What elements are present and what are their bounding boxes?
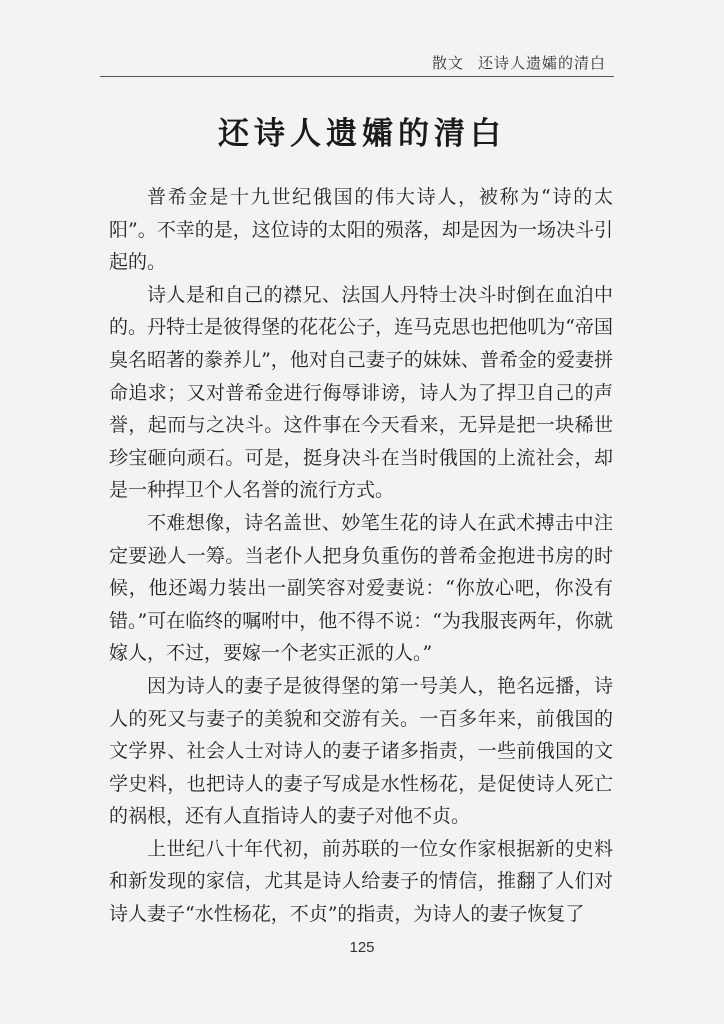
- running-header: [432, 52, 606, 73]
- article-title: 还诗人遗孀的清白: [218, 116, 506, 152]
- page-number: 125: [349, 939, 375, 956]
- paragraph-1: 普希金是十九世纪俄国的伟大诗人，被称为“诗的太阳”。不幸的是，这位诗的太阳的殒落，却是因为一场决斗引起的。: [109, 186, 613, 274]
- paragraph-3: 不难想像，诗名盖世、妙笔生花的诗人在武术搏击中注定要逊人一筹。当老仆人把身负重伤的普希金抱进书房的时候，他还竭力装出一副笑容对爱妻说：“你放心吧，你没有错。”可在临终的嘱咐中，他不得不说：“为我服丧两年，你就嫁人，不过，要嫁一个老实正派的人。”: [109, 511, 613, 665]
- paragraph-2: 诗人是和自己的襟兄、法国人丹特士决斗时倒在血泊中的。丹特士是彼得堡的花花公子，连马克思也把他叽为“帝国臭名昭著的豢养儿”，他对自己妻子的妹妹、普希金的爱妻拼命追求；又对普希金进行侮辱诽谤，诗人为了捍卫自己的声誉，起而与之决斗。这件事在今天看来，无异是把一块稀世珍宝砸向顽石。可是，挺身决斗在当时俄国的上流社会，却是一种捍卫个人名誉的流行方式。: [109, 283, 613, 502]
- article-body: [109, 181, 613, 931]
- paragraph-5: 上世纪八十年代初，前苏联的一位女作家根据新的史料和新发现的家信，尤其是诗人给妻子的情信，推翻了人们对诗人妻子“水性杨花，不贞”的指责，为诗人的妻子恢复了: [109, 837, 613, 926]
- header-rule: [100, 76, 614, 77]
- paragraph-4: 因为诗人的妻子是彼得堡的第一号美人，艳名远播，诗人的死又与妻子的美貌和交游有关。一百多年来，前俄国的文学界、社会人士对诗人的妻子诸多指责，一些前俄国的文学史料，也把诗人的妻子写成是水性杨花，是促使诗人死亡的祸根，还有人直指诗人的妻子对他不贞。: [109, 674, 613, 828]
- header-running-title: 还诗人遗孀的清白: [477, 54, 606, 72]
- header-section-label: 散文: [431, 54, 464, 72]
